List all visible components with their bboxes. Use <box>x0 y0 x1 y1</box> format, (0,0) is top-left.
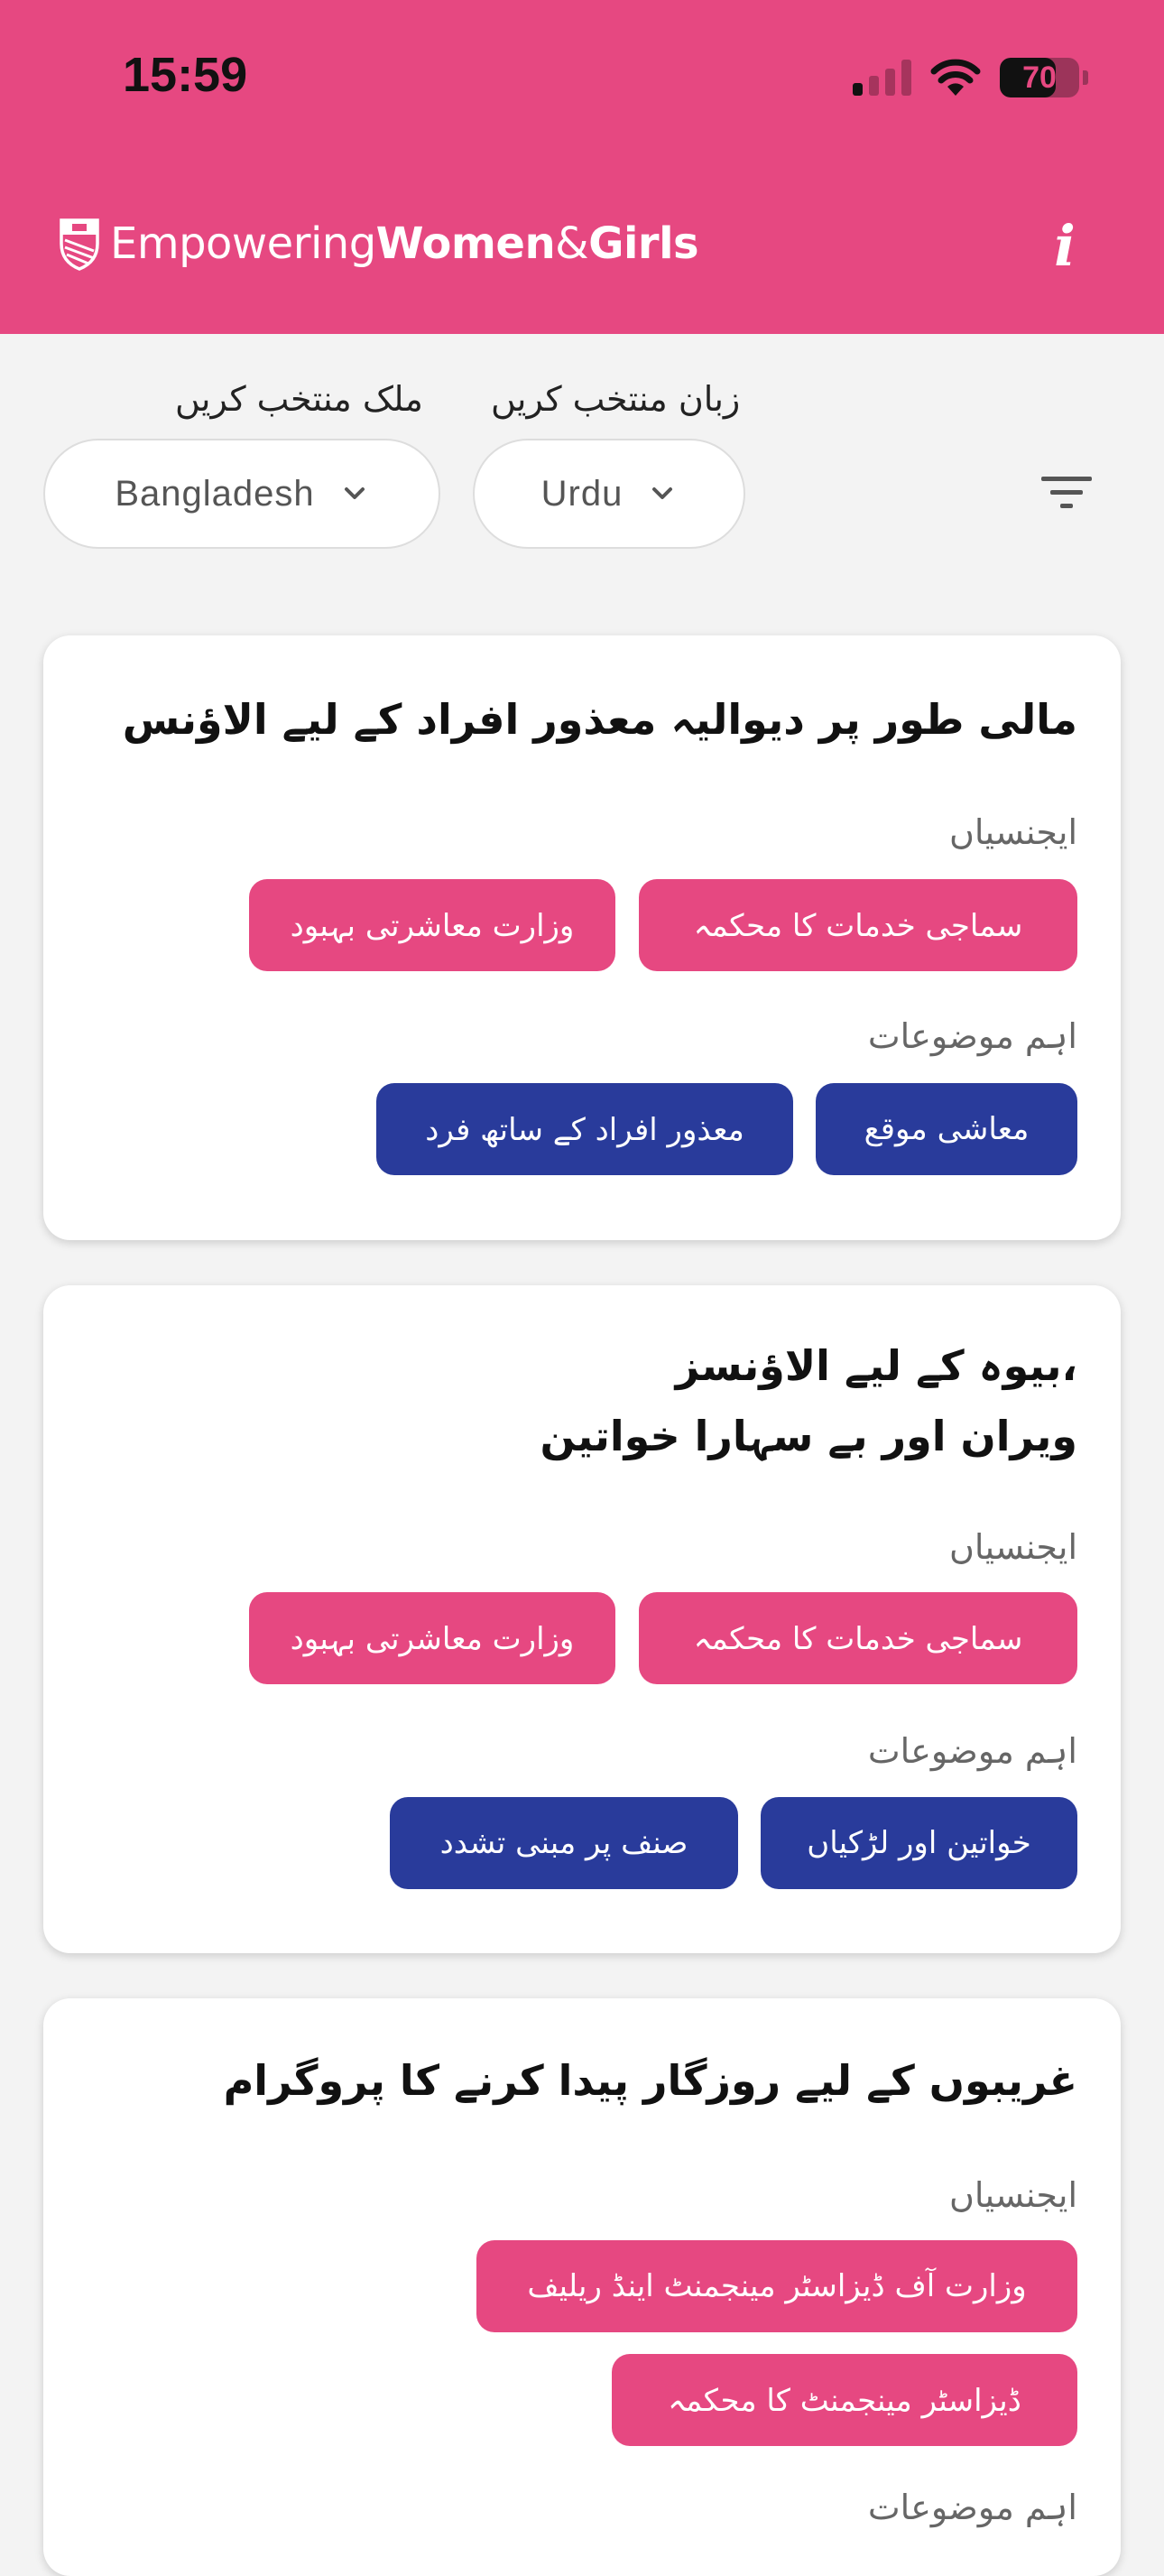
status-time: 15:59 <box>123 48 248 102</box>
agency-chip[interactable]: ڈیزاسٹر مینجمنٹ کا محکمہ <box>612 2354 1077 2446</box>
agencies-label: ایجنسیاں <box>949 1527 1077 1567</box>
country-select-value: Bangladesh <box>115 473 315 514</box>
app-logo <box>58 217 698 271</box>
card-title: غریبوں کے لیے روزگار پیدا کرنے کا پروگرام <box>223 2056 1077 2105</box>
filter-icon[interactable] <box>1038 469 1095 514</box>
language-select[interactable] <box>473 439 745 549</box>
battery-percent: 70 <box>1022 60 1057 95</box>
chevron-down-icon <box>648 479 677 508</box>
agencies-label: ایجنسیاں <box>949 2175 1077 2215</box>
country-select[interactable] <box>43 439 440 549</box>
agencies-label: ایجنسیاں <box>949 812 1077 852</box>
card-title: مالی طور پر دیوالیہ معذور افراد کے لیے الاؤنس <box>122 695 1077 744</box>
card-title: ،بیوہ کے لیے الاؤنسز ویران اور بے سہارا خواتین <box>540 1341 1077 1460</box>
app-header <box>0 0 1164 334</box>
program-card[interactable] <box>43 635 1121 1240</box>
topics-label: اہم موضوعات <box>867 1016 1077 1056</box>
program-card[interactable] <box>43 1285 1121 1953</box>
wifi-icon <box>929 58 982 97</box>
topics-label: اہم موضوعات <box>867 1731 1077 1771</box>
chevron-down-icon <box>340 479 369 508</box>
agency-chip[interactable]: سماجی خدمات کا محکمہ <box>639 1592 1077 1684</box>
language-select-label: زبان منتخب کریں <box>491 379 741 419</box>
info-button[interactable]: i <box>1054 212 1076 279</box>
logo-wordmark: EmpoweringWomen&Girls <box>110 218 699 269</box>
agency-chip[interactable]: وزارت آف ڈیزاسٹر مینجمنٹ اینڈ ریلیف <box>476 2240 1077 2332</box>
battery-nub <box>1083 70 1088 85</box>
battery-icon <box>1000 58 1079 97</box>
status-icons <box>853 56 1088 99</box>
shield-logo-icon <box>58 217 101 271</box>
topic-chip[interactable]: معذور افراد کے ساتھ فرد <box>376 1083 793 1175</box>
topic-chip[interactable]: معاشی موقع <box>816 1083 1077 1175</box>
language-select-value: Urdu <box>540 473 624 514</box>
agency-chip[interactable]: وزارت معاشرتی بہبود <box>249 1592 615 1684</box>
topics-label: اہم موضوعات <box>867 2488 1077 2527</box>
topic-chip[interactable]: صنف پر مبنی تشدد <box>390 1797 738 1889</box>
program-card[interactable] <box>43 1998 1121 2576</box>
agency-chip[interactable]: وزارت معاشرتی بہبود <box>249 879 615 971</box>
topic-chip[interactable]: خواتین اور لڑکیاں <box>761 1797 1077 1889</box>
agency-chip[interactable]: سماجی خدمات کا محکمہ <box>639 879 1077 971</box>
cellular-signal-icon <box>853 60 911 96</box>
country-select-label: ملک منتخب کریں <box>175 379 423 419</box>
